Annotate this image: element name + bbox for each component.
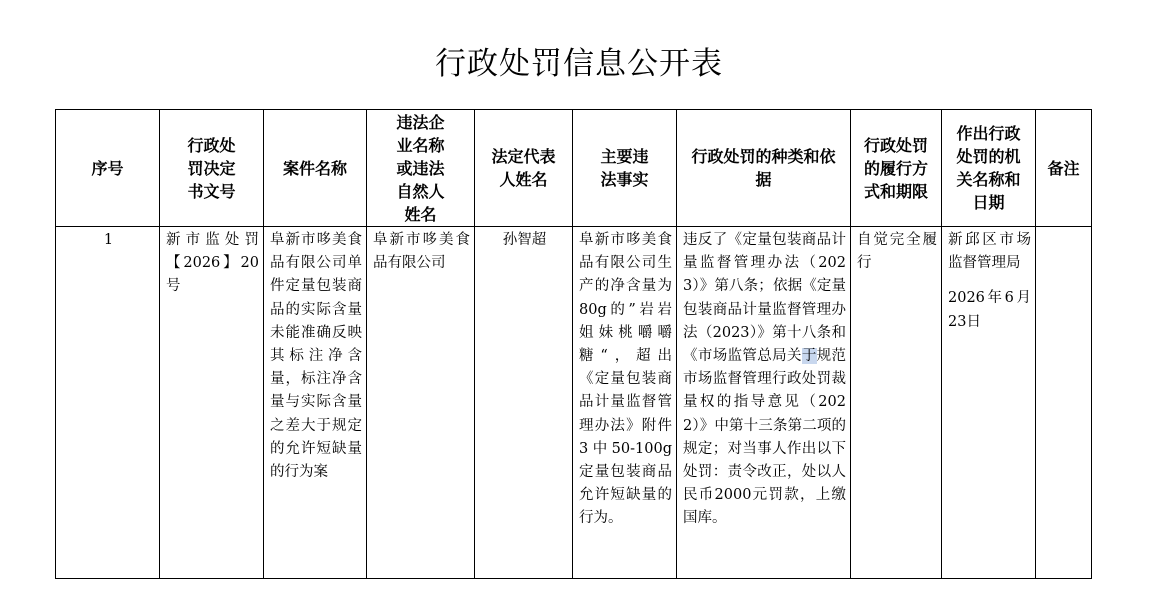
cell-seq: 1 — [56, 227, 160, 579]
basis-text-start: 违反了《定量包装商品计量监督管理办法（2023）》第八条；依据《定量包装商品计量监督管理办法（2023）》第十八条和《市场监管总局关 — [683, 232, 846, 365]
cell-facts: 阜新市哆美食品有限公司生产的净含量为80g的”岩岩姐妹桃嚼嚼糖“，超出《定量包装商品计量监督管理办法》附件3中50-100g定量包装商品允许短缺量的行为。 — [573, 227, 677, 579]
header-seq: 序号 — [56, 110, 160, 227]
cell-party: 阜新市哆美食品有限公司 — [367, 227, 475, 579]
text-selection-highlight: 于 — [801, 348, 817, 365]
penalty-info-table — [55, 109, 1092, 579]
cell-case-name: 阜新市哆美食品有限公司单件定量包装商品的实际含量未能准确反映其标注净含量，标注净含量与实际含量之差大于规定的允许短缺量的行为案 — [264, 227, 367, 579]
header-party: 违法企业名称或违法自然人姓名 — [367, 110, 475, 227]
header-fulfillment: 行政处罚的履行方式和期限 — [851, 110, 942, 227]
cell-doc-no: 新市监处罚【2026】20号 — [160, 227, 264, 579]
cell-basis — [677, 227, 851, 579]
cell-fulfillment: 自觉完全履行 — [851, 227, 942, 579]
cell-authority — [942, 227, 1036, 579]
cell-legal-rep: 孙智超 — [475, 227, 573, 579]
table-header-row — [56, 110, 1092, 227]
header-case-name: 案件名称 — [264, 110, 367, 227]
header-basis: 行政处罚的种类和依据 — [677, 110, 851, 227]
authority-name: 新邱区市场监督管理局 — [948, 232, 1031, 272]
header-legal-rep: 法定代表人姓名 — [475, 110, 573, 227]
header-authority: 作出行政处罚的机关名称和日期 — [942, 110, 1036, 227]
basis-text-end: 规范市场监督管理行政处罚裁量权的指导意见（2022）》中第十三条第二项的规定；对当事人作出以下处罚：责令改正，处以人民币2000元罚款，上缴国库。 — [683, 348, 847, 527]
decision-date: 2026年6月23日 — [948, 290, 1031, 330]
table-row — [56, 227, 1092, 579]
page-title: 行政处罚信息公开表 — [435, 46, 723, 82]
header-remarks: 备注 — [1036, 110, 1092, 227]
header-facts: 主要违法事实 — [573, 110, 677, 227]
header-doc-no: 行政处罚决定书文号 — [160, 110, 264, 227]
cell-remarks — [1036, 227, 1092, 579]
